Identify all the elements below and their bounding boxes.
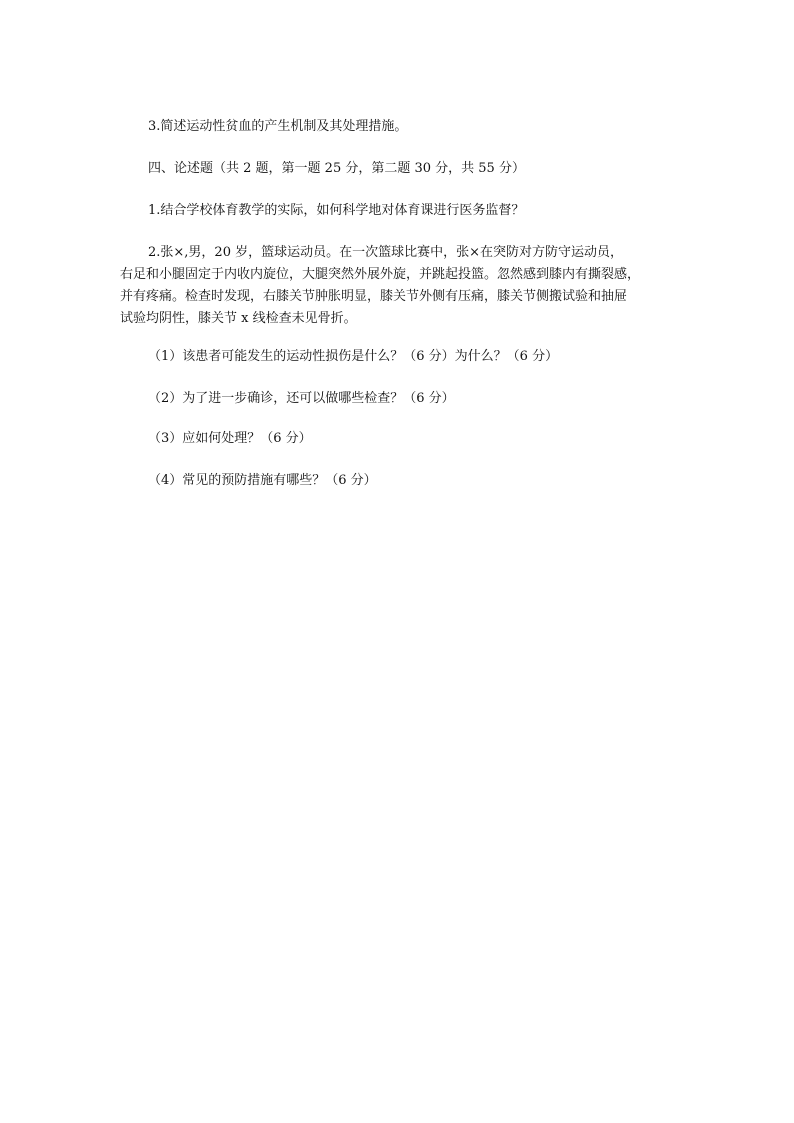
question-3: 3.简述运动性贫血的产生机制及其处理措施。 [148, 119, 408, 134]
essay-question-2-line-3: 并有疼痛。检查时发现，右膝关节肿胀明显，膝关节外侧有压痛，膝关节侧搬试验和抽屉 [120, 289, 628, 304]
essay-question-1: 1.结合学校体育教学的实际，如何科学地对体育课进行医务监督？ [148, 203, 525, 218]
sub-question-1: （1）该患者可能发生的运动性损伤是什么？（6 分）为什么？（6 分） [148, 349, 559, 364]
essay-question-2-line-1: 2.张×,男，20 岁，篮球运动员。在一次篮球比赛中，张×在突防对方防守运动员， [148, 245, 623, 260]
sub-question-3: （3）应如何处理？（6 分） [148, 431, 312, 446]
sub-question-2: （2）为了进一步确诊，还可以做哪些检查？（6 分） [148, 391, 455, 406]
essay-question-2-line-4: 试验均阴性，膝关节 x 线检查未见骨折。 [120, 311, 357, 326]
sub-question-4: （4）常见的预防措施有哪些？（6 分） [148, 473, 377, 488]
section-4-heading: 四、论述题（共 2 题，第一题 25 分，第二题 30 分，共 55 分） [148, 161, 525, 176]
essay-question-2-line-2: 右足和小腿固定于内收内旋位，大腿突然外展外旋，并跳起投篮。忽然感到膝内有撕裂感， [120, 267, 641, 282]
